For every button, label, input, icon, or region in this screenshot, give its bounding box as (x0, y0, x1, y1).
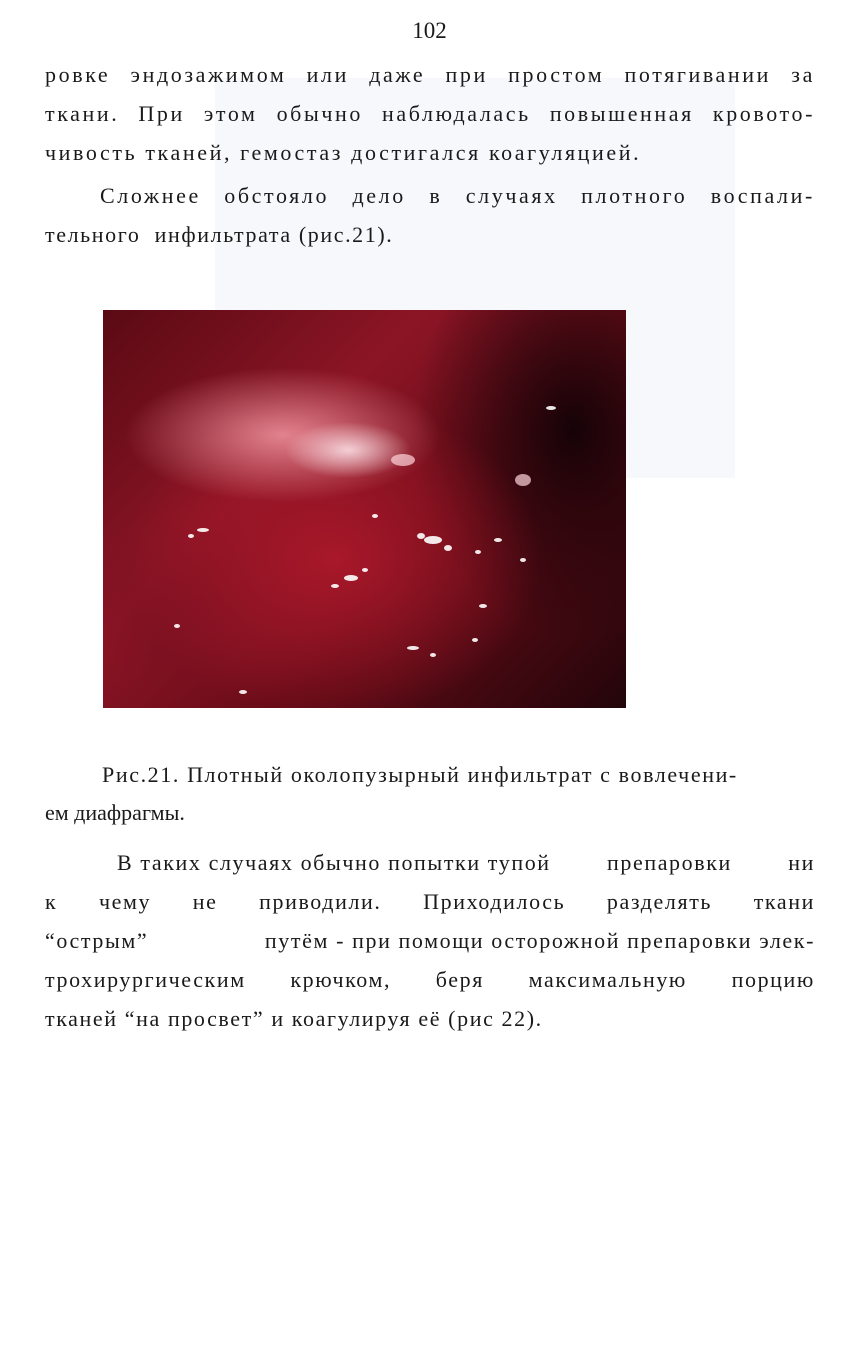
paragraph-1-line-2 (45, 94, 815, 133)
endoscopic-photo (103, 310, 626, 708)
word: порцию (731, 967, 815, 992)
word: при (445, 62, 488, 87)
figure-caption-line-1: Рис.21. Плотный околопузырный инфильтрат с вовлечени- (102, 762, 738, 787)
photo-highlights (103, 310, 626, 708)
figure-caption-line-2: ем диафрагмы. (45, 800, 185, 825)
word: наблюдалась (382, 101, 531, 126)
word: повышенная (549, 101, 694, 126)
word: крючком, (290, 967, 392, 992)
word: “острым” (45, 928, 149, 953)
word: беря (435, 967, 484, 992)
word: Приходилось (423, 889, 566, 914)
paragraph-3-line-4 (45, 960, 815, 999)
paragraph-2-line-2: тельного инфильтрата (рис.21). (45, 222, 394, 247)
word: простом (508, 62, 605, 87)
word: плотного (581, 183, 688, 208)
paragraph-1-line-1 (45, 55, 815, 94)
paragraph-1 (45, 55, 815, 172)
word: или (306, 62, 349, 87)
paragraph-2 (45, 176, 815, 254)
paragraph-3 (45, 843, 815, 1038)
word: ткани (753, 889, 815, 914)
word: чивость тканей, гемостаз достигался коагуляцией. (45, 140, 642, 165)
paragraph-1-line-3 (45, 133, 815, 172)
paragraph-3-line-5: тканей “на просвет” и коагулируя её (рис 22). (45, 1006, 543, 1031)
page-number: 102 (412, 18, 447, 43)
word: ровке (45, 62, 111, 87)
paragraph-3-line-1 (45, 843, 815, 882)
word: этом (203, 101, 258, 126)
words: В таких случаях обычно попытки тупой (117, 850, 551, 875)
word: к (45, 889, 58, 914)
word: приводили. (259, 889, 382, 914)
paragraph-3-line-3 (45, 921, 815, 960)
word: не (192, 889, 218, 914)
figure-caption (45, 756, 815, 832)
word: Сложнее (100, 183, 201, 208)
word: случаях (465, 183, 558, 208)
word: потягивании (624, 62, 772, 87)
word: эндозажимом (130, 62, 287, 87)
word: чему (98, 889, 152, 914)
word: разделять (606, 889, 713, 914)
word: обстояло (224, 183, 330, 208)
word: даже (369, 62, 426, 87)
word: трохирургическим (45, 967, 246, 992)
word: воспали- (710, 183, 815, 208)
paragraph-3-line-2 (45, 882, 815, 921)
word: ткани. (45, 101, 120, 126)
word: При (138, 101, 185, 126)
word: обычно (276, 101, 363, 126)
word: ни (788, 850, 815, 875)
word: дело (352, 183, 406, 208)
word: препаровки (606, 850, 732, 875)
word: за (791, 62, 815, 87)
words: путём - при помощи осторожной препаровки элек- (264, 928, 815, 953)
word: кровото- (712, 101, 815, 126)
paragraph-2-line-1 (45, 176, 815, 215)
word: максимальную (528, 967, 687, 992)
word: в (429, 183, 443, 208)
